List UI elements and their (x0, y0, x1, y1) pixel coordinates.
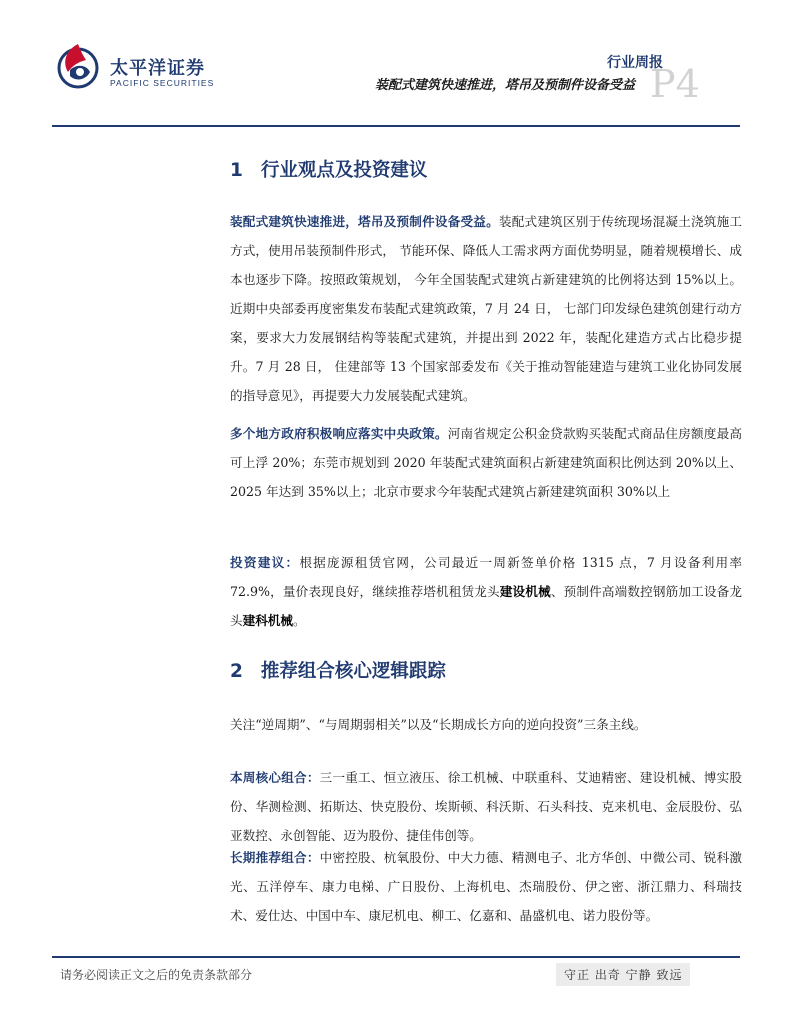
paragraph-body: 河南省规定公积金贷款购买装配式商品住房额度最高可上浮 20%；东莞市规划到 2020 年装配式建筑面积占新建建筑面积比例达到 20%以上、2025 年达到 35%以上；北京市要求今年装配式建筑占新建建筑面积 30%以上 (230, 426, 743, 499)
pacific-securities-logo-icon (52, 40, 104, 92)
stock-highlight: 建科机械 (242, 613, 293, 628)
portfolio-core-weekly (230, 763, 742, 850)
section-number: 2 (230, 661, 243, 682)
report-running-title: 装配式建筑快速推进，塔吊及预制件设备受益 (374, 78, 635, 93)
page-header (0, 0, 791, 135)
footer-disclaimer: 请务必阅读正文之后的免责条款部分 (60, 968, 253, 982)
paragraph-body: 根据庞源租赁官网，公司最近一周新签单价格 1315 点，7 月设备利用率 72.9%，量价表现良好，继续推荐塔机租赁龙头 (230, 555, 743, 599)
paragraph-lead: 装配式建筑快速推进，塔吊及预制件设备受益。 (230, 214, 499, 229)
paragraph-lead: 多个地方政府积极响应落实中央政策。 (230, 426, 448, 441)
section-1-heading (230, 156, 427, 182)
portfolio-body: 三一重工、恒立液压、徐工机械、中联重科、艾迪精密、建设机械、博实股份、华测检测、拓斯达、快克股份、埃斯顿、科沃斯、石头科技、克来机电、金辰股份、弘亚数控、永创智能、迈为股份、捷佳伟创等。 (230, 770, 743, 843)
paragraph-lead: 投资建议： (230, 555, 300, 570)
page-number: P4 (650, 62, 700, 106)
company-logo (52, 40, 215, 100)
portfolio-lead: 长期推荐组合： (230, 850, 320, 865)
section-2-heading (230, 657, 446, 683)
paragraph-intro: 关注“逆周期”、“与周期弱相关”以及“长期成长方向的逆向投资”三条主线。 (230, 717, 647, 732)
stock-highlight: 建设机械 (499, 584, 551, 599)
paragraph-body: 、预制件高端数控钢筋加工设备龙头 (230, 584, 743, 628)
paragraph-prefab-construction (230, 207, 742, 410)
paragraph-local-policy (230, 419, 742, 506)
logo-english-name: PACIFIC SECURITIES (110, 78, 215, 88)
section-title: 行业观点及投资建议 (260, 160, 428, 181)
portfolio-body: 中密控股、杭氧股份、中大力德、精测电子、北方华创、中微公司、锐科激光、五洋停车、康力电梯、广日股份、上海机电、杰瑞股份、伊之密、浙江鼎力、科瑞技术、爱仕达、中国中车、康尼机电、柳工、亿嘉和、晶盛机电、诺力股份等。 (230, 850, 743, 923)
paragraph-investment-advice (230, 548, 742, 635)
portfolio-lead: 本周核心组合： (230, 770, 320, 785)
portfolio-long-term (230, 843, 742, 930)
header-divider (52, 125, 740, 127)
footer-divider (52, 956, 740, 958)
section-title: 推荐组合核心逻辑跟踪 (260, 661, 446, 682)
paragraph-body: 装配式建筑区别于传统现场混凝土浇筑施工方式，使用吊装预制件形式， 节能环保、降低人工需求两方面优势明显，随着规模增长、成本也逐步下降。按照政策规划， 今年全国装配式建筑占新建建筑的比例将达到 15%以上。近期中央部委再度密集发布装配式建筑政策，7 月 24 日， 七部门印发绿色建筑创建行动方案，要求大力发展钢结构等装配式建筑，并提出到 2022 年，装配化建造方式占比稳步提升。7 月 28 日， 住建部等 13 个国家部委发布《关于推动智能建造与建筑工业化协同发展的指导意见》，再提要大力发展装配式建筑。 (230, 214, 743, 403)
footer-motto: 守正 出奇 宁静 致远 (556, 963, 690, 986)
paragraph-body: 。 (292, 613, 306, 628)
logo-chinese-name: 太平洋证券 (110, 58, 205, 79)
section-number: 1 (230, 160, 243, 181)
report-category: 行业周报 (607, 55, 663, 71)
